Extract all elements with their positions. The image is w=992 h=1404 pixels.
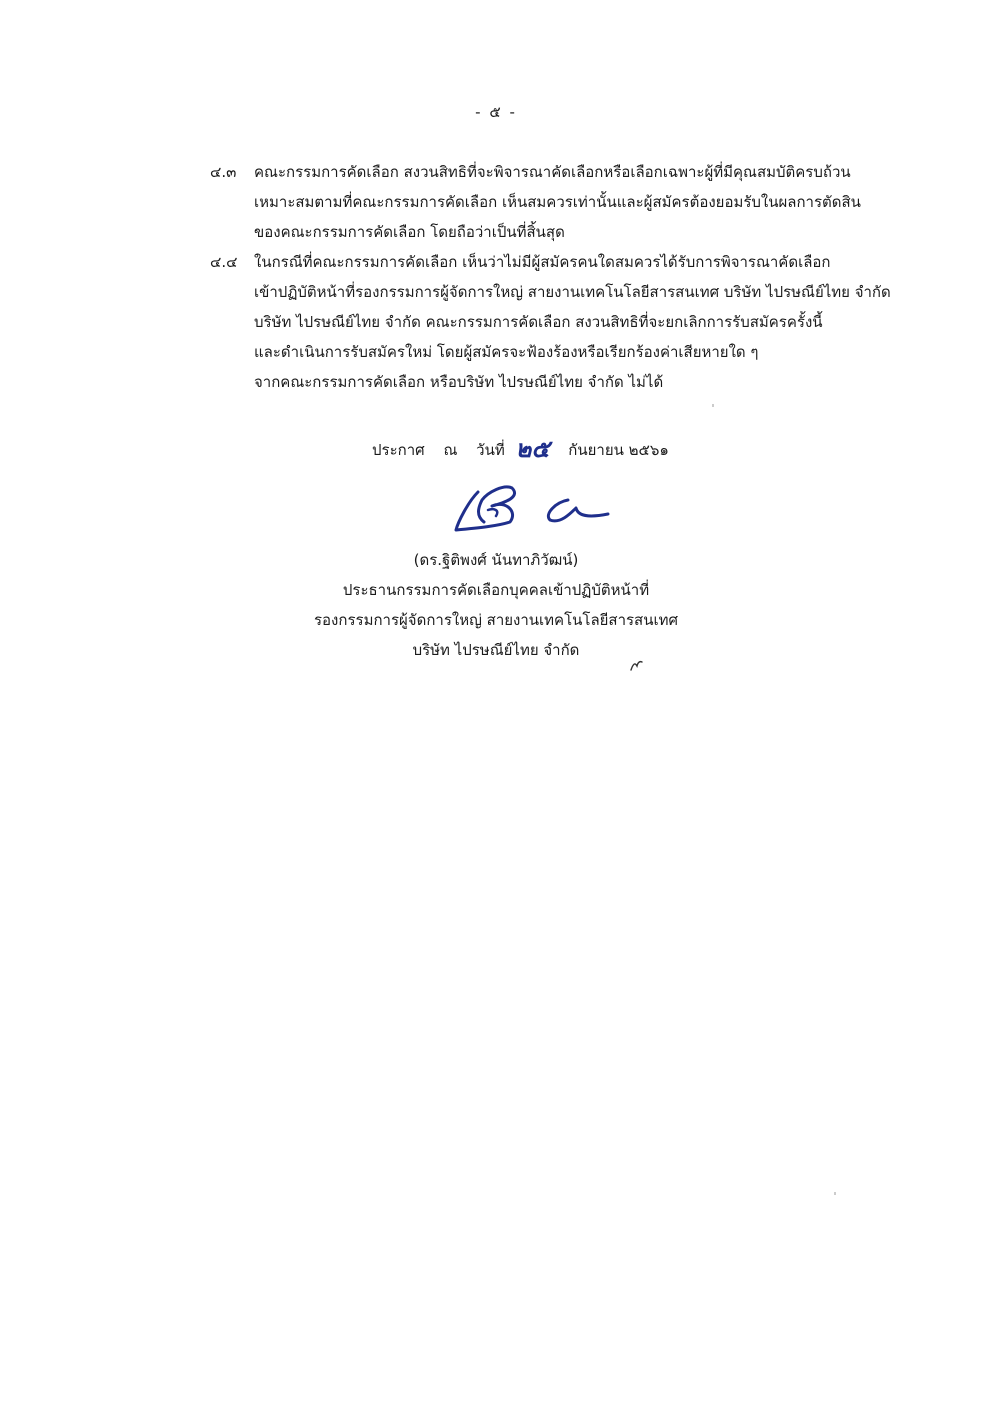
signer-title-line-1: ประธานกรรมการคัดเลือกบุคคลเข้าปฏิบัติหน้าที่ [342, 581, 650, 599]
signature-icon [448, 482, 618, 542]
page-number: - ๕ - [475, 103, 517, 121]
initial-mark-icon [628, 658, 644, 672]
handwritten-day: ๒๕ [515, 435, 550, 463]
clause-line: จากคณะกรรมการคัดเลือก หรือบริษัท ไปรษณีย์ไทย จำกัด ไม่ได้ [254, 373, 664, 391]
clause-line: บริษัท ไปรษณีย์ไทย จำกัด คณะกรรมการคัดเลือก สงวนสิทธิที่จะยกเลิกการรับสมัครครั้งนี้ [254, 313, 823, 331]
clause-number: ๔.๓ [210, 163, 237, 181]
clause-line: และดำเนินการรับสมัครใหม่ โดยผู้สมัครจะฟ้องร้องหรือเรียกร้องค่าเสียหายใด ๆ [254, 343, 759, 361]
signer-title-line-2: รองกรรมการผู้จัดการใหญ่ สายงานเทคโนโลยีสารสนเทศ [313, 611, 679, 629]
announcement-prefix: ประกาศ [372, 441, 425, 459]
clause-number: ๔.๔ [210, 253, 238, 271]
announcement-date [372, 429, 669, 468]
clause-4-3 [210, 160, 950, 250]
clause-4-4 [210, 250, 950, 400]
clause-line: ของคณะกรรมการคัดเลือก โดยถือว่าเป็นที่สิ้นสุด [254, 223, 565, 241]
clause-line: คณะกรรมการคัดเลือก สงวนสิทธิที่จะพิจารณาคัดเลือกหรือเลือกเฉพาะผู้ที่มีคุณสมบัติครบถ้วน [254, 163, 851, 181]
scan-speck-icon [834, 1192, 836, 1195]
scan-speck-icon [712, 404, 714, 407]
clause-line: เหมาะสมตามที่คณะกรรมการคัดเลือก เห็นสมควรเท่านั้นและผู้สมัครต้องยอมรับในผลการตัดสิน [254, 193, 861, 211]
signer-name: (ดร.ฐิติพงศ์ นันทาภิวัฒน์) [413, 551, 579, 569]
announcement-day-label: วันที่ [476, 441, 505, 459]
signer-title-line-3: บริษัท ไปรษณีย์ไทย จำกัด [412, 641, 580, 659]
announcement-month-year: กันยายน ๒๕๖๑ [568, 441, 669, 459]
announcement-at: ณ [443, 441, 458, 459]
clause-line: ในกรณีที่คณะกรรมการคัดเลือก เห็นว่าไม่มีผู้สมัครคนใดสมควรได้รับการพิจารณาคัดเลือก [254, 253, 831, 271]
clause-line: เข้าปฏิบัติหน้าที่รองกรรมการผู้จัดการใหญ่ สายงานเทคโนโลยีสารสนเทศ บริษัท ไปรษณีย์ไทย จำกัด [254, 283, 891, 301]
